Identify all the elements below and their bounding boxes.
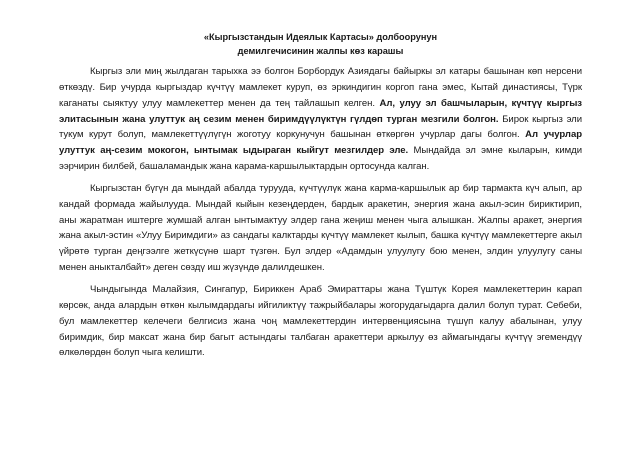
title-line-1: «Кыргызстандын Идеялык Картасы» долбоорунун bbox=[203, 32, 438, 42]
paragraph-1-text-a: Кыргыз эли миң жылдаган тарыхка ээ болгон Борбордук Азиядагы байыркы эл катары башынан көп нерсени өткөздү. Бир учурда кыргыздар күчтүү мамлекет куруп, өз эркиндигин коргоп гана эмес, Кытай династиясы, Түрк каганаты сыяктуу улуу мамлекеттер менен да тең тайлашып келген. bbox=[59, 66, 582, 109]
paragraph-1-text-b: Бирок кыргыз эли тукум курут болуп, мамлекеттүүлүгүн жоготуу коркунучун башынан өткөргөн учурлар дагы болгон. bbox=[59, 113, 582, 141]
document-title bbox=[59, 30, 582, 58]
title-line-2: демилгечисинин жалпы көз карашы bbox=[237, 46, 404, 56]
paragraph-2: Кыргызстан бүгүн да мындай абалда турууда, күчтүүлүк жана карма-каршылык ар бир тармакта күч алып, ар кандай формада жайылууда. Мындай кыйын кезеңдерден, бардык аракетин, энергия жана акыл-эсин бириктирип, аны жаратман иштерге жумшай алган ынтымактуу элдер гана жеңиш менен чыга алышкан. Жалпы аракет, энергия жана акыл-эстин «Улуу Биримдиги» аз сандагы калктарды күчтүү мамлекет кылып, башка күчтүү мамлекеттерге акыл үйрөтө турган деңгээлге жеткүсүнө шарт түзгөн. Бул элдер «Адамдын улуулугу бою менен, элдин улуулугу саны менен аныкталбайт» деген сөздү иш жүзүндө далилдешкен. bbox=[59, 182, 582, 274]
paragraph-3: Чындыгында Малайзия, Сингапур, Бириккен Араб Эмираттары жана Түштүк Корея мамлекеттерин карап көрсөк, анда алардын өткөн кылымдардагы ийгиликтүү тажрыйбалары жогорудагыдарга далил болуп турат. Себеби, бул мамлекеттер келечеги белгисиз жана чоң мамлекеттердин интервенциясына түшүп калуу абалынан, улуу биримдик, бир максат жана бир багыт астындагы талбаган аракеттери аркылуу өз аймагындагы күчтүү эгемендүү өлкөлөрдөн болуп чыга келишти. bbox=[59, 283, 582, 359]
paragraph-1-text-c: Мындайда эл эмне кыларын, кимди ээрчирин билбей, башаламандык жана карама-каршылыктардын ортосунда калган. bbox=[59, 145, 582, 173]
paragraph-1-bold-b: Ал учурлар улуттук аң-сезим мокогон, ынтымак ыдыраган кыйгут мезгилдер эле. bbox=[59, 129, 582, 157]
paragraph-1-bold-a: Ал, улуу эл башчыларын, күчтүү кыргыз элитасынын жана улуттук аң сезим менен биримдүүлүктүн гүлдөп турган мезгили болгон. bbox=[59, 97, 583, 125]
document-page bbox=[59, 30, 582, 367]
paragraph-1 bbox=[59, 64, 582, 175]
